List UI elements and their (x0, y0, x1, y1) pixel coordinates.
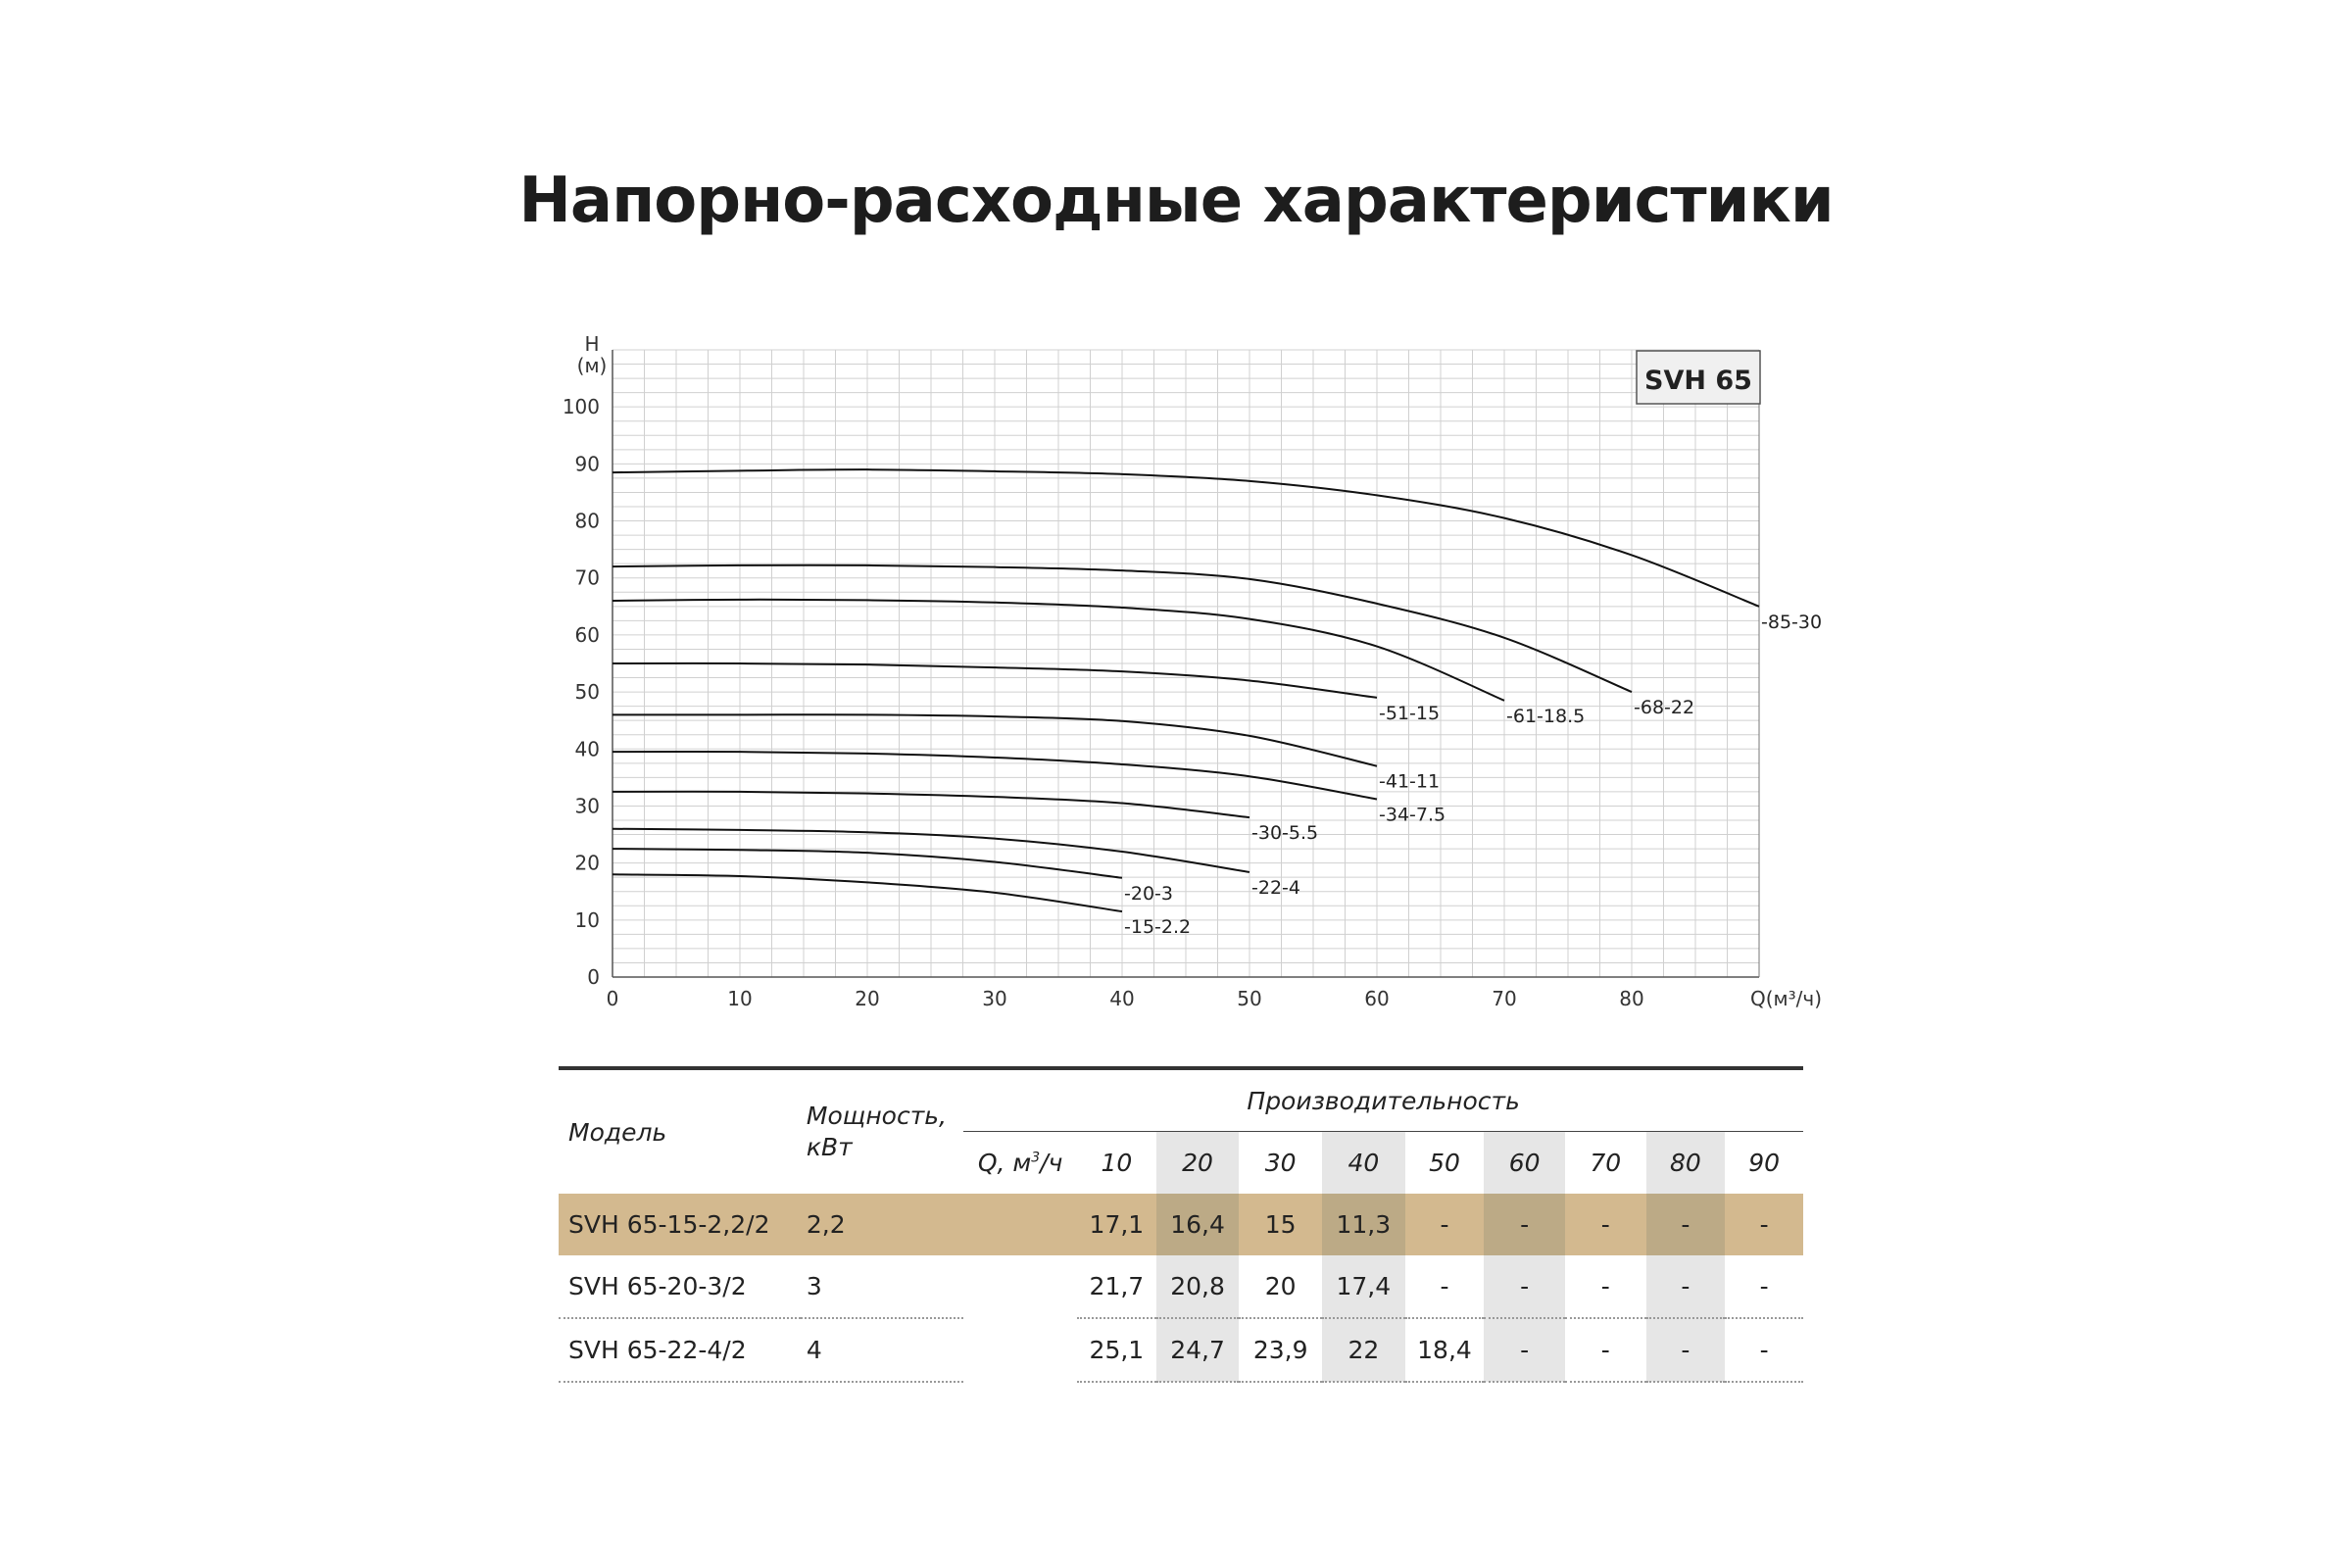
row-model: SVH 65-22-4/2 (559, 1318, 801, 1382)
row-value: 18,4 (1405, 1318, 1485, 1382)
header-power-line1: Мощность, (806, 1102, 947, 1130)
flow-header: 20 (1156, 1132, 1240, 1195)
header-q-prefix: Q, м (977, 1149, 1032, 1177)
curve-label: -51-15 (1379, 702, 1441, 724)
x-axis-label: Q(м³/ч) (1750, 987, 1823, 1010)
row-value: 21,7 (1077, 1255, 1156, 1318)
chart-axes (563, 350, 1759, 1010)
row-value: - (1725, 1255, 1803, 1318)
header-q (963, 1132, 1077, 1195)
flow-header: 10 (1101, 1149, 1133, 1177)
row-value: - (1646, 1255, 1726, 1318)
row-value: 16,4 (1156, 1194, 1240, 1255)
flow-header: 70 (1590, 1149, 1622, 1177)
row-value: - (1484, 1194, 1565, 1255)
header-productivity: Производительность (963, 1069, 1803, 1132)
y-tick-label: 40 (574, 737, 600, 761)
x-tick-label: 20 (855, 987, 880, 1010)
row-power: 4 (801, 1318, 963, 1382)
y-tick-label: 90 (574, 452, 600, 476)
y-tick-label: 0 (587, 965, 600, 989)
x-tick-label: 50 (1237, 987, 1262, 1010)
curve-label: -20-3 (1124, 882, 1173, 905)
header-power (801, 1069, 963, 1194)
flow-header: 40 (1322, 1132, 1405, 1195)
x-tick-label: 80 (1619, 987, 1644, 1010)
x-tick-label: 40 (1109, 987, 1135, 1010)
row-spacer (963, 1318, 1077, 1382)
row-spacer (963, 1194, 1077, 1255)
y-axis-label-symbol: Н (584, 332, 600, 356)
y-tick-label: 30 (574, 794, 600, 818)
row-model: SVH 65-15-2,2/2 (559, 1194, 801, 1255)
y-tick-label: 50 (574, 680, 600, 705)
row-value: 17,4 (1322, 1255, 1405, 1318)
x-tick-label: 30 (982, 987, 1007, 1010)
row-value: - (1484, 1318, 1565, 1382)
row-value: 11,3 (1322, 1194, 1405, 1255)
table-header-row (559, 1069, 1803, 1132)
row-value: 15 (1239, 1194, 1322, 1255)
row-value: - (1725, 1318, 1803, 1382)
row-value: 22 (1322, 1318, 1405, 1382)
y-tick-label: 100 (562, 395, 600, 419)
y-tick-label: 20 (574, 851, 600, 875)
flow-header: 30 (1264, 1149, 1297, 1177)
flow-header: 90 (1748, 1149, 1780, 1177)
header-q-suffix: /ч (1040, 1149, 1063, 1177)
row-value: 23,9 (1239, 1318, 1322, 1382)
row-power: 2,2 (801, 1194, 963, 1255)
performance-table (559, 1068, 1803, 1383)
curve-label: -34-7.5 (1379, 804, 1446, 826)
row-value: 20 (1239, 1255, 1322, 1318)
row-value: - (1405, 1255, 1485, 1318)
table-row (559, 1194, 1803, 1255)
y-axis-label-unit: (м) (576, 354, 608, 377)
table-row (559, 1255, 1803, 1318)
row-power: 3 (801, 1255, 963, 1318)
y-tick-label: 10 (574, 907, 600, 932)
row-value: 25,1 (1077, 1318, 1156, 1382)
flow-header: 80 (1646, 1132, 1726, 1195)
row-value: - (1646, 1194, 1726, 1255)
y-tick-label: 80 (574, 509, 600, 533)
row-value: - (1484, 1255, 1565, 1318)
row-value: - (1646, 1318, 1726, 1382)
header-model: Модель (559, 1069, 801, 1194)
row-spacer (963, 1255, 1077, 1318)
model-badge-text: SVH 65 (1644, 366, 1752, 396)
x-tick-label: 0 (606, 987, 619, 1010)
row-value: 17,1 (1077, 1194, 1156, 1255)
x-tick-label: 10 (727, 987, 753, 1010)
row-value: - (1725, 1194, 1803, 1255)
curve-label: -85-30 (1761, 611, 1823, 633)
page-title: Напорно-расходные характеристики (518, 165, 1834, 237)
header-power-line2: кВт (806, 1133, 853, 1161)
row-value: - (1565, 1194, 1646, 1255)
table-row (559, 1318, 1803, 1382)
curve-label: -41-11 (1379, 770, 1441, 793)
row-model: SVH 65-20-3/2 (559, 1255, 801, 1318)
row-value: 24,7 (1156, 1318, 1240, 1382)
row-value: - (1565, 1255, 1646, 1318)
flow-header: 60 (1484, 1132, 1565, 1195)
row-value: - (1405, 1194, 1485, 1255)
row-value: - (1565, 1318, 1646, 1382)
curve-label: -61-18.5 (1506, 705, 1586, 727)
curve-label: -68-22 (1634, 697, 1695, 719)
x-tick-label: 70 (1492, 987, 1517, 1010)
x-tick-label: 60 (1364, 987, 1390, 1010)
curve-label: -15-2.2 (1124, 916, 1192, 939)
curve-label: -30-5.5 (1251, 822, 1319, 845)
y-tick-label: 60 (574, 622, 600, 647)
flow-header: 50 (1429, 1149, 1460, 1177)
curve-label: -22-4 (1251, 876, 1300, 899)
y-tick-label: 70 (574, 565, 600, 590)
model-badge (1637, 351, 1760, 404)
row-value: 20,8 (1156, 1255, 1240, 1318)
header-q-sup: 3 (1031, 1150, 1041, 1166)
